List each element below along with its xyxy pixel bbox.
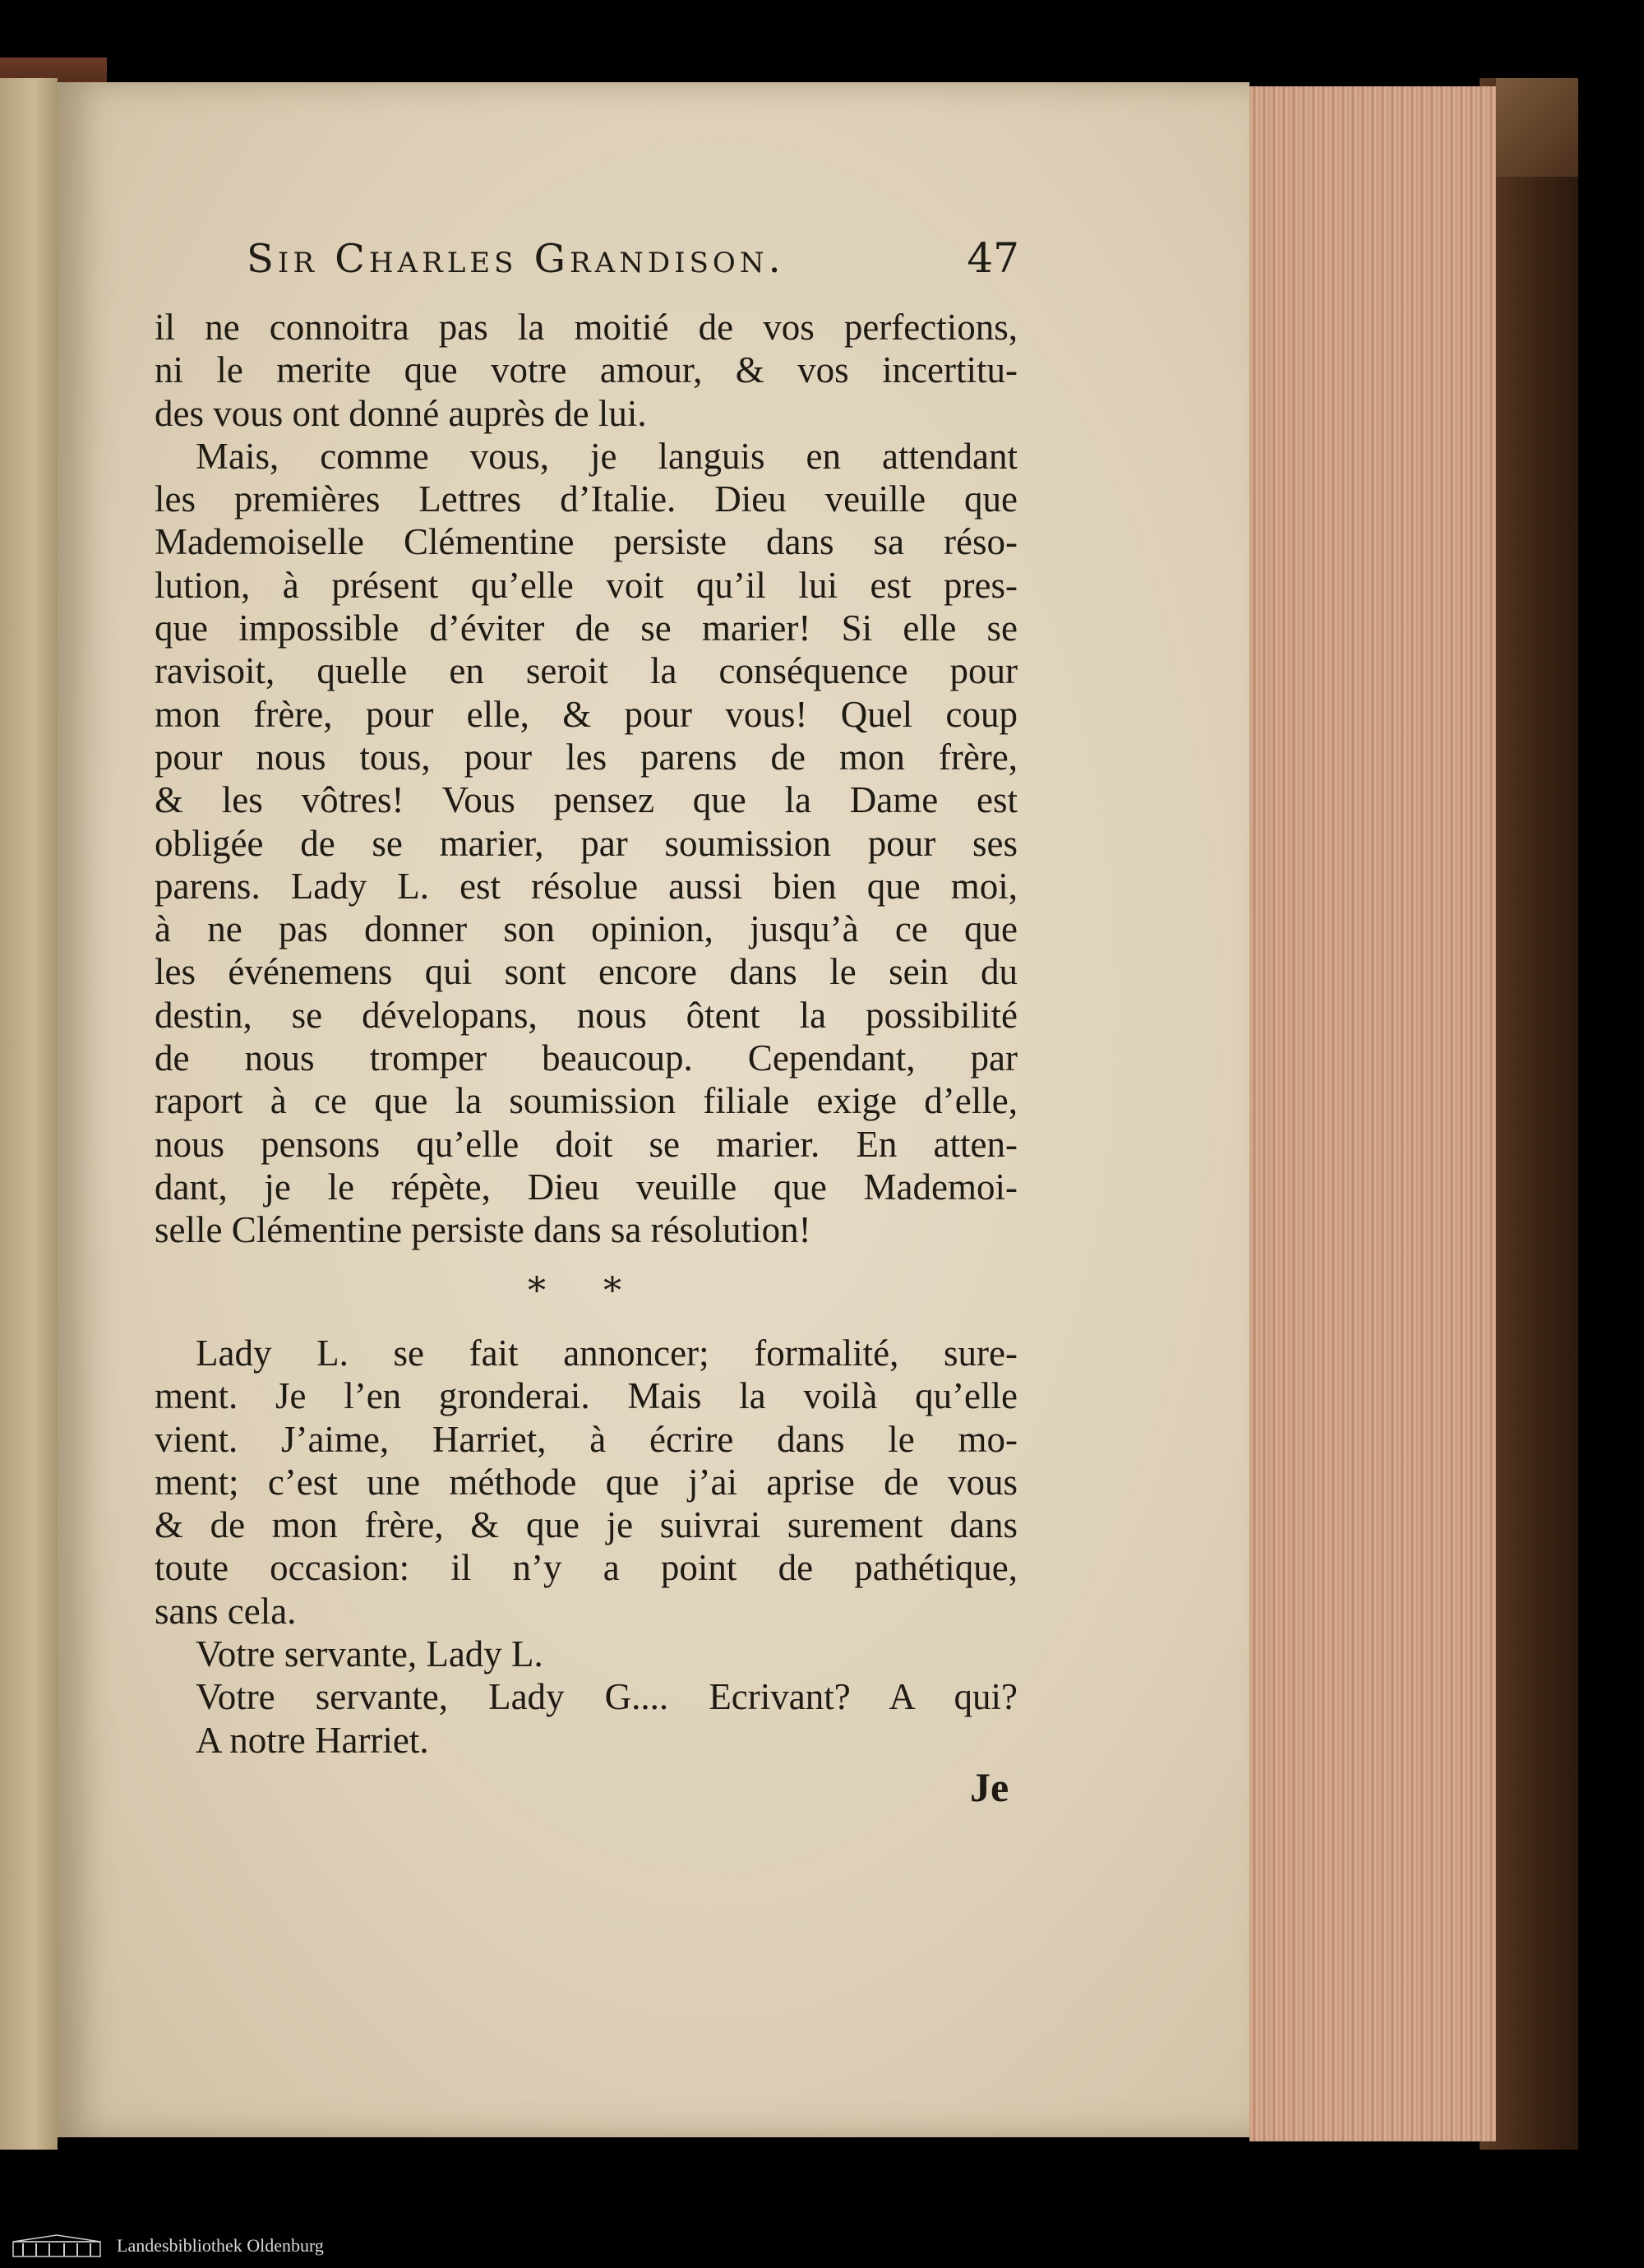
footer-bar: [0, 2224, 1644, 2268]
text-line: dant, je le répète, Dieu veuille que Mademoi-: [155, 1166, 1018, 1208]
text-line: à ne pas donner son opinion, jusqu’à ce que: [155, 908, 1018, 950]
footer-institution: Landesbibliothek Oldenburg: [117, 2235, 324, 2256]
text-line: & de mon frère, & que je suivrai surement dans: [155, 1504, 1018, 1546]
text-line: pour nous tous, pour les parens de mon frère,: [155, 736, 1018, 778]
library-building-icon: [12, 2233, 102, 2258]
text-line: ment. Je l’en gronderai. Mais la voilà qu’elle: [155, 1375, 1018, 1417]
text-line: les événemens qui sont encore dans le sein du: [155, 951, 1018, 993]
text-line: ravisoit, quelle en seroit la conséquence pour: [155, 650, 1018, 692]
text-line: sans cela.: [155, 1590, 297, 1632]
text-line: vient. J’aime, Harriet, à écrire dans le mo-: [155, 1418, 1018, 1460]
text-line: Votre servante, Lady L.: [196, 1633, 543, 1675]
text-line: Lady L. se fait annoncer; formalité, sure-: [196, 1333, 1018, 1374]
text-line: Mais, comme vous, je languis en attendant: [196, 435, 1018, 477]
text-line: ni le merite que votre amour, & vos incertitu-: [155, 349, 1018, 391]
text-line: ment; c’est une méthode que j’ai aprise de vous: [155, 1461, 1018, 1503]
previous-page-edge: [0, 78, 58, 2150]
text-line: Mademoiselle Clémentine persiste dans sa réso-: [155, 521, 1018, 563]
running-title: Sir Charles Grandison.: [247, 236, 785, 282]
text-line: lution, à présent qu’elle voit qu’il lui est pres-: [155, 564, 1018, 606]
book-cover-corner: [1496, 78, 1578, 177]
text-line: de nous tromper beaucoup. Cependant, par: [155, 1037, 1018, 1079]
body-text-paragraphs: [155, 306, 1018, 1252]
catchword: Je: [970, 1764, 1009, 1810]
text-line: & les vôtres! Vous pensez que la Dame est: [155, 779, 1018, 821]
text-line: obligée de se marier, par soumission pour ses: [155, 822, 1018, 864]
text-line: Votre servante, Lady G.... Ecrivant? A qui?: [196, 1676, 1018, 1718]
text-line: destin, se dévelopans, nous ôtent la possibilité: [155, 994, 1018, 1036]
text-line: nous pensons qu’elle doit se marier. En atten-: [155, 1123, 1018, 1165]
body-text-dialogue: [155, 1332, 1018, 1762]
text-line: A notre Harriet.: [196, 1719, 429, 1761]
text-line: les premières Lettres d’Italie. Dieu veuille que: [155, 478, 1018, 520]
text-line: parens. Lady L. est résolue aussi bien que moi,: [155, 865, 1018, 907]
running-head: [247, 234, 1019, 292]
page-number: 47: [967, 234, 1019, 282]
text-line: il ne connoitra pas la moitié de vos perfections,: [155, 307, 1018, 348]
text-line: que impossible d’éviter de se marier! Si elle se: [155, 607, 1018, 649]
text-line: mon frère, pour elle, & pour vous! Quel coup: [155, 693, 1018, 735]
text-line: toute occasion: il n’y a point de pathétique,: [155, 1547, 1018, 1589]
text-line: raport à ce que la soumission filiale exige d’elle,: [155, 1080, 1018, 1122]
page-fore-edge: [1249, 86, 1496, 2141]
section-separator: * *: [528, 1270, 644, 1312]
text-line: selle Clémentine persiste dans sa résolution!: [155, 1209, 811, 1251]
text-line: des vous ont donné auprès de lui.: [155, 392, 647, 434]
